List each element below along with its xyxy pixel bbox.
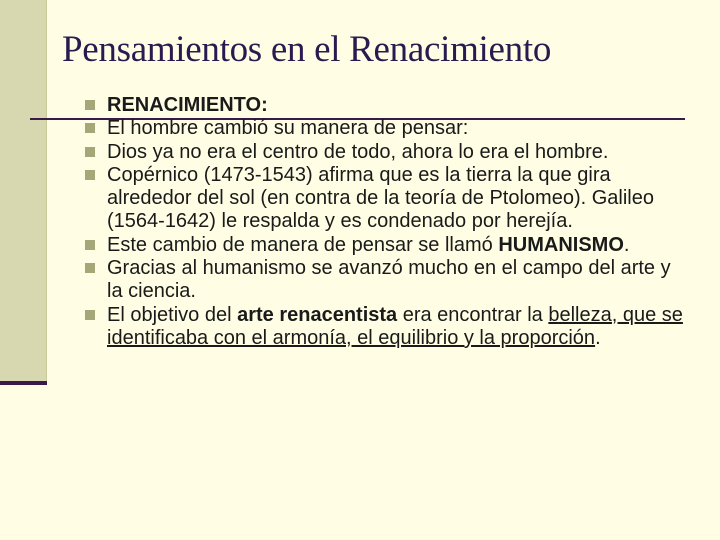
bullet-list	[85, 94, 685, 350]
bullet-text: HUMANISMO	[498, 233, 624, 256]
bullet-item	[85, 117, 685, 140]
square-bullet-icon	[85, 240, 95, 250]
bullet-text: belleza, que se identificaba con el armonía, el equilibrio y la proporción	[107, 303, 683, 349]
bullet-text: .	[595, 326, 601, 349]
square-bullet-icon	[85, 147, 95, 157]
left-accent-bar	[0, 381, 47, 385]
bullet-item	[85, 141, 685, 164]
square-bullet-icon	[85, 170, 95, 180]
bullet-text: Dios ya no era el centro de todo, ahora lo era el hombre.	[107, 140, 609, 163]
left-decorative-band	[0, 0, 46, 385]
square-bullet-icon	[85, 100, 95, 110]
bullet-text: era encontrar la	[397, 303, 549, 326]
left-band-edge	[46, 0, 47, 385]
bullet-text: RENACIMIENTO:	[107, 94, 268, 116]
bullet-text: Copérnico (1473-1543) afirma que es la tierra la que gira alrededor del sol (en contra de la teoría de Ptolomeo). Galileo (1564-1642) le respalda y es condenado por herejía.	[107, 163, 654, 233]
bullet-text: arte renacentista	[237, 303, 398, 326]
bullet-text: El objetivo del	[107, 303, 238, 326]
bullet-item	[85, 234, 685, 257]
bullet-text: El hombre cambió su manera de pensar:	[107, 117, 469, 140]
bullet-item	[85, 164, 685, 234]
bullet-text: Este cambio de manera de pensar se llamó	[107, 233, 499, 256]
bullet-item	[85, 94, 685, 117]
bullet-text: Gracias al humanismo se avanzó mucho en el campo del arte y la ciencia.	[107, 257, 671, 303]
square-bullet-icon	[85, 310, 95, 320]
bullet-text: .	[623, 233, 630, 256]
bullet-item	[85, 304, 685, 351]
slide-title: Pensamientos en el Renacimiento	[62, 29, 552, 70]
bullet-item	[85, 257, 685, 304]
square-bullet-icon	[85, 123, 95, 133]
square-bullet-icon	[85, 263, 95, 273]
